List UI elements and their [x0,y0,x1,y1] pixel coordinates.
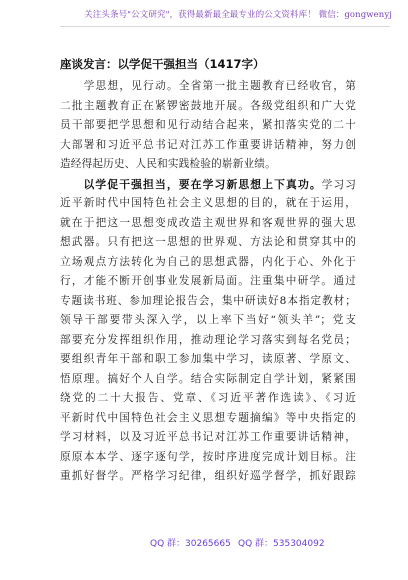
header-divider [60,26,390,27]
paragraph-1-line: 造经得起历史、人民和实践检验的崭新业绩。 [60,158,276,170]
paragraph-2-line: 学习材料，以及习近平总书记对江苏工作重要讲话精神， [60,431,356,443]
document-body [60,77,356,487]
paragraph-1-line: 学思想，见行动。全省第一批主题教育已经收官，第 [60,80,356,92]
paragraph-2-line: 悟原理。搞好个人自学。结合实际制定自学计划，紧紧围 [60,372,356,385]
paragraph-2-line: 行，才能不断开创事业发展新局面。注重集中研学。通过 [60,275,356,287]
page-footer [0,536,408,550]
paragraph-2-line: 平新时代中国特色社会主义思想专题摘编》等中央指定的 [60,411,356,424]
paragraph-1-line: 大部署和习近平总书记对江苏工作重要讲话精神，努力创 [60,138,356,151]
paragraph-2-line: 专题读书班、参加理论报告会，集中研读好8本指定教材； [60,294,356,307]
paragraph-2-line: 领导干部要带头深入学，以上率下当好“领头羊”；党支 [60,314,356,326]
paragraph-2-line: 立场观点方法转化为自己的思想武器，内化于心、外化于 [60,255,356,268]
paragraph-2-line: 要组织青年干部和职工参加集中学习，读原著、学原文、 [60,353,356,365]
paragraph-1-line: 员干部要把学思想和见行动结合起来，紧扣落实党的二十 [60,119,356,131]
paragraph-1-line: 二批主题教育正在紧锣密鼓地开展。各级党组织和广大党 [60,99,356,112]
paragraph-2-line: 部要充分发挥组织作用，推动理论学习落实到每名党员； [60,333,356,346]
paragraph-2-line: 就在于把这一思想变成改造主观世界和客观世界的强大思 [60,216,356,229]
paragraph-2-lead: 以学促干强担当，要在学习新思想上下真功。 [83,177,322,191]
document-title: 座谈发言：以学促干强担当（1417字） [60,57,265,71]
paragraph-2-line: 近平新时代中国特色社会主义思想的目的，就在于运用， [60,197,356,209]
paragraph-2-line: 原原本本学、逐字逐句学，按时序进度完成计划目标。注 [60,450,356,463]
paragraph-2-line: 想武器。只有把这一思想的世界观、方法论和贯穿其中的 [60,236,356,248]
header-note: 关注头条号"公文研究"，获得最新最全最专业的公文资料库！ 微信：gongwenyj [84,10,392,20]
paragraph-2-line: 重抓好督学。严格学习纪律，组织好巡学督学，抓好跟踪 [60,470,356,482]
paragraph-2-line-tail: 学习习 [321,178,356,191]
paragraph-2-line: 绕党的二十大报告、党章、《习近平著作选读》、《习近 [60,392,356,404]
qq-group-1: QQ 群：30265665 [150,539,231,549]
qq-group-2: QQ 群：535304092 [238,539,325,549]
paragraph-2-first-line [60,175,356,195]
